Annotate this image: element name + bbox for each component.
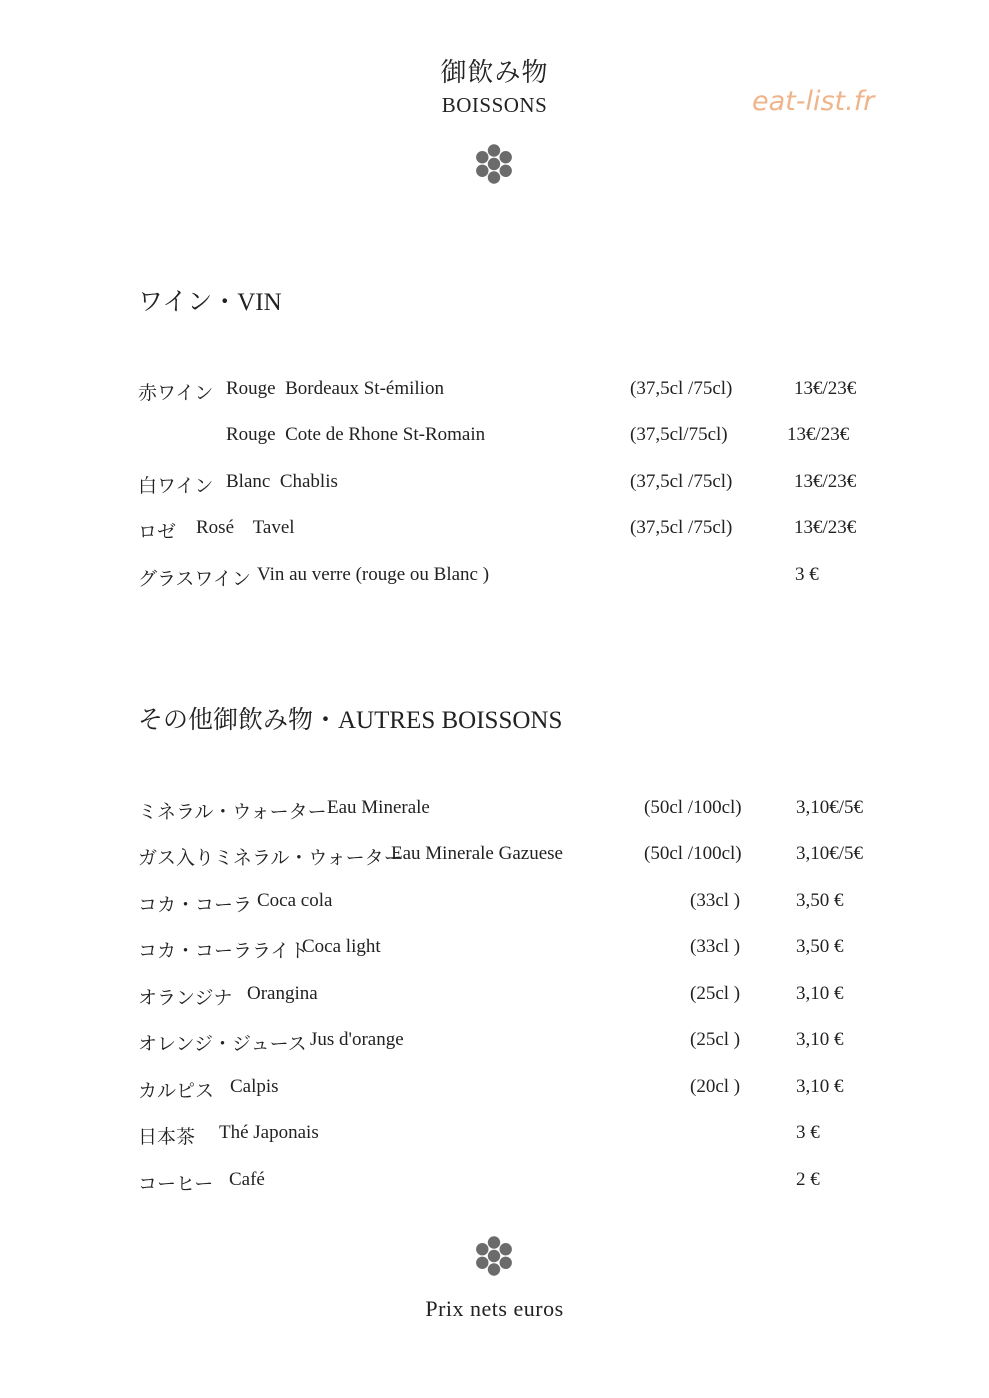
item-french-name: Rouge Cote de Rhone St-Romain bbox=[226, 424, 486, 445]
item-size: (25cl ) bbox=[690, 983, 741, 1004]
section-title-wine: ワイン・VIN bbox=[138, 289, 282, 316]
list-item bbox=[0, 424, 989, 454]
list-item bbox=[0, 378, 989, 408]
item-price: 3,50 € bbox=[796, 936, 844, 957]
item-japanese-name: コカ・コーラライト bbox=[138, 941, 309, 962]
item-french-name: Eau Minerale bbox=[327, 797, 430, 818]
item-size: (50cl /100cl) bbox=[644, 843, 742, 864]
item-japanese-name: グラスワイン bbox=[138, 569, 251, 590]
list-item bbox=[0, 983, 989, 1013]
item-french-name: Rosé Tavel bbox=[196, 517, 295, 538]
item-japanese-name: コーヒー bbox=[138, 1174, 214, 1195]
item-size: (37,5cl /75cl) bbox=[630, 517, 733, 538]
list-item bbox=[0, 517, 989, 547]
item-price: 2 € bbox=[796, 1169, 820, 1190]
list-item bbox=[0, 843, 989, 873]
list-item bbox=[0, 936, 989, 966]
section-title-other-drinks: その他御飲み物・AUTRES BOISSONS bbox=[138, 707, 563, 734]
item-japanese-name: コカ・コーラ bbox=[138, 895, 253, 916]
item-price: 13€/23€ bbox=[794, 471, 857, 492]
item-size: (33cl ) bbox=[690, 890, 741, 911]
flower-ornament-icon bbox=[471, 141, 517, 187]
item-price: 3,10 € bbox=[796, 983, 844, 1004]
page-title-japanese: 御飲み物 bbox=[440, 58, 549, 87]
item-size: (37,5cl /75cl) bbox=[630, 378, 733, 399]
item-japanese-name: カルピス bbox=[138, 1081, 215, 1102]
item-french-name: Coca light bbox=[302, 936, 381, 957]
item-size: (37,5cl/75cl) bbox=[630, 424, 728, 445]
item-french-name: Jus d'orange bbox=[310, 1029, 404, 1050]
item-price: 3,10 € bbox=[796, 1029, 844, 1050]
item-japanese-name: 白ワイン bbox=[138, 476, 214, 497]
list-item bbox=[0, 890, 989, 920]
list-item bbox=[0, 1122, 989, 1152]
item-price: 13€/23€ bbox=[794, 378, 857, 399]
list-item bbox=[0, 1029, 989, 1059]
item-french-name: Vin au verre (rouge ou Blanc ) bbox=[257, 564, 490, 585]
flower-ornament-icon bbox=[471, 1233, 517, 1279]
item-japanese-name: 赤ワイン bbox=[138, 383, 214, 404]
item-price: 3,50 € bbox=[796, 890, 844, 911]
item-price: 3 € bbox=[796, 1122, 820, 1143]
item-japanese-name: オレンジ・ジュース bbox=[138, 1034, 307, 1055]
item-french-name: Orangina bbox=[247, 983, 318, 1004]
item-price: 13€/23€ bbox=[787, 424, 850, 445]
list-item bbox=[0, 1076, 989, 1106]
item-price: 13€/23€ bbox=[794, 517, 857, 538]
item-japanese-name: ミネラル・ウォーター bbox=[138, 802, 327, 823]
list-item bbox=[0, 564, 989, 594]
item-japanese-name: 日本茶 bbox=[138, 1127, 196, 1148]
item-price: 3 € bbox=[795, 564, 819, 585]
item-size: (20cl ) bbox=[690, 1076, 741, 1097]
item-size: (50cl /100cl) bbox=[644, 797, 742, 818]
list-item bbox=[0, 471, 989, 501]
item-french-name: Coca cola bbox=[257, 890, 333, 911]
footer-note: Prix nets euros bbox=[425, 1296, 564, 1321]
item-size: (37,5cl /75cl) bbox=[630, 471, 733, 492]
item-price: 3,10€/5€ bbox=[796, 843, 864, 864]
item-size: (25cl ) bbox=[690, 1029, 741, 1050]
list-item bbox=[0, 1169, 989, 1199]
item-french-name: Eau Minerale Gazuese bbox=[391, 843, 563, 864]
list-item bbox=[0, 797, 989, 827]
item-price: 3,10 € bbox=[796, 1076, 844, 1097]
item-french-name: Thé Japonais bbox=[219, 1122, 319, 1143]
item-japanese-name: ロゼ bbox=[138, 522, 177, 543]
item-size: (33cl ) bbox=[690, 936, 741, 957]
item-japanese-name: オランジナ bbox=[138, 988, 233, 1009]
item-french-name: Blanc Chablis bbox=[226, 471, 338, 492]
item-price: 3,10€/5€ bbox=[796, 797, 864, 818]
item-french-name: Café bbox=[229, 1169, 265, 1190]
watermark: eat-list.fr bbox=[752, 86, 875, 117]
item-french-name: Calpis bbox=[230, 1076, 279, 1097]
page-title-french: BOISSONS bbox=[441, 93, 548, 117]
item-french-name: Rouge Bordeaux St-émilion bbox=[226, 378, 444, 399]
item-japanese-name: ガス入りミネラル・ウォーター bbox=[138, 848, 403, 869]
